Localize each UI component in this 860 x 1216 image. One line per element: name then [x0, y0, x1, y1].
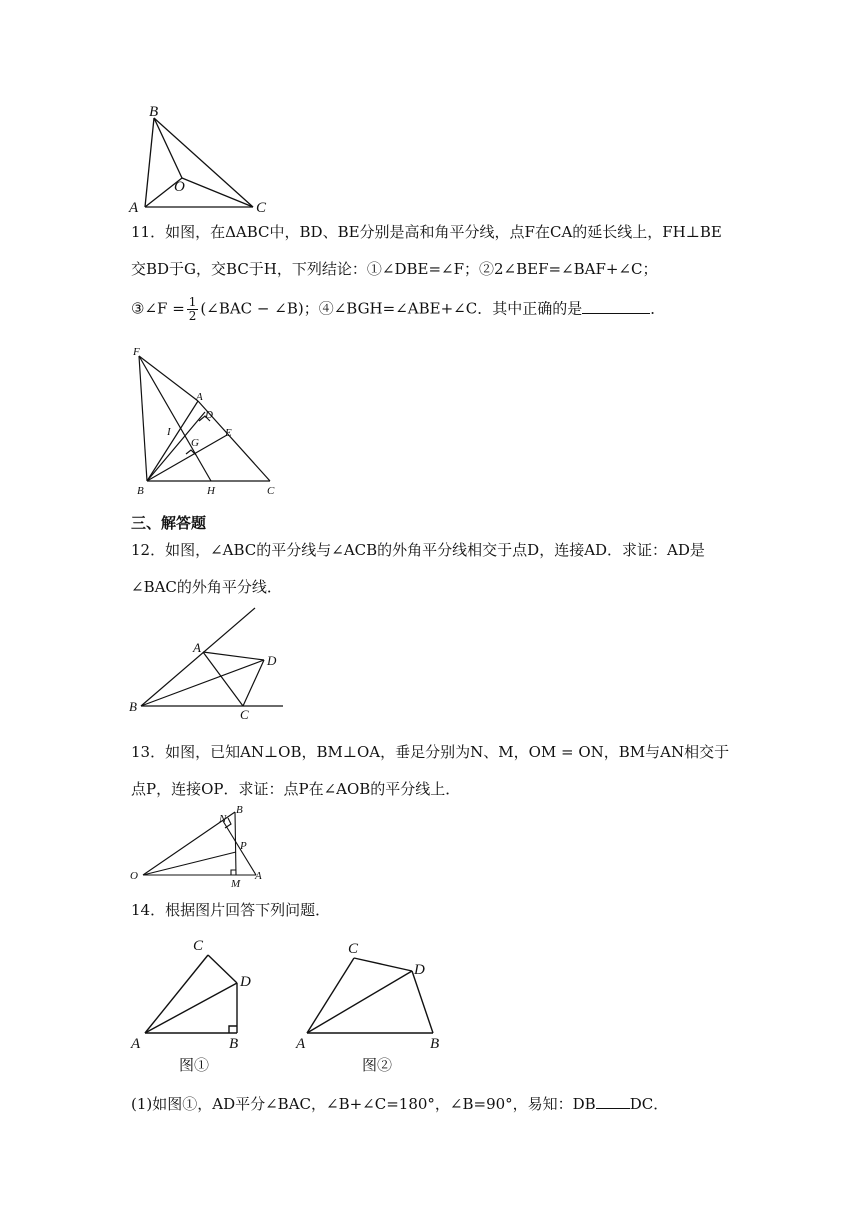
label-H: H: [207, 485, 215, 497]
label-C: C: [267, 485, 275, 497]
q13-line2: 点P，连接OP．求证：点P在∠AOB的平分线上．: [131, 780, 461, 798]
q11-line1: 11．如图，在ΔABC中，BD、BE分别是高和角平分线，点F在CA的延长线上，FH⊥BE: [131, 223, 722, 241]
label-O: O: [174, 179, 185, 195]
q11-line3a: ③∠F =: [131, 299, 185, 318]
label-O: O: [130, 870, 138, 882]
q11-line3: [131, 296, 665, 323]
q13-line1: 13．如图，已知AN⊥OB，BM⊥OA，垂足分别为N、M，OM = ON，BM与AN相交于: [131, 743, 730, 761]
label-A: A: [193, 640, 201, 655]
label-P: P: [240, 840, 247, 852]
label-B: B: [129, 699, 137, 714]
section-heading: 三、解答题: [131, 514, 207, 532]
q11-line3b: (∠BAC − ∠B)；④∠BGH=∠ABE+∠C．其中正确的是: [200, 299, 583, 318]
figure-q10: [125, 100, 275, 218]
figure-q11: [125, 342, 285, 502]
label-C: C: [348, 941, 359, 957]
caption-fig2: 图②: [362, 1056, 393, 1074]
figure-q14-2: [290, 930, 460, 1055]
label-D: D: [267, 653, 277, 668]
label-N: N: [219, 813, 227, 825]
label-A: A: [296, 1036, 306, 1052]
q14-sub1: [131, 1094, 668, 1114]
label-A: A: [196, 391, 203, 403]
figure-q12: [125, 600, 295, 722]
label-B: B: [149, 104, 159, 120]
answer-blank-db-dc[interactable]: [596, 1094, 630, 1109]
q14-sub1b: DC．: [629, 1095, 669, 1113]
q11-line2: 交BD于G，交BC于H，下列结论：①∠DBE=∠F；②2∠BEF=∠BAF+∠C；: [131, 260, 658, 278]
caption-fig1: 图①: [179, 1056, 210, 1074]
label-C: C: [240, 707, 249, 722]
figure-q14-1: [125, 930, 265, 1055]
label-F: F: [133, 346, 140, 358]
fraction: $\frac{1}{2}$: [188, 295, 197, 323]
label-A: A: [255, 870, 262, 882]
label-A: A: [129, 200, 139, 216]
label-D: D: [205, 409, 213, 421]
q12-line1: 12．如图，∠ABC的平分线与∠ACB的外角平分线相交于点D，连接AD．求证：AD是: [131, 541, 705, 559]
label-B: B: [236, 804, 243, 816]
q11-line3c: ．: [650, 299, 666, 318]
label-B: B: [137, 485, 144, 497]
label-C: C: [193, 938, 204, 954]
label-A: A: [131, 1036, 141, 1052]
q14-line1: 14．根据图片回答下列问题．: [131, 901, 331, 919]
label-E: E: [225, 427, 232, 439]
label-B: B: [229, 1036, 239, 1052]
label-G: G: [191, 437, 199, 449]
label-I: I: [167, 426, 171, 438]
answer-blank[interactable]: [582, 299, 650, 314]
q12-line2: ∠BAC的外角平分线．: [131, 578, 282, 596]
q14-sub1a: (1)如图①，AD平分∠BAC，∠B+∠C=180°，∠B=90°，易知：DB: [131, 1095, 596, 1113]
label-B: B: [430, 1036, 440, 1052]
figure-q13: [125, 800, 275, 890]
label-D: D: [414, 962, 425, 978]
label-C: C: [256, 200, 267, 216]
label-D: D: [240, 974, 251, 990]
label-M: M: [231, 878, 241, 890]
